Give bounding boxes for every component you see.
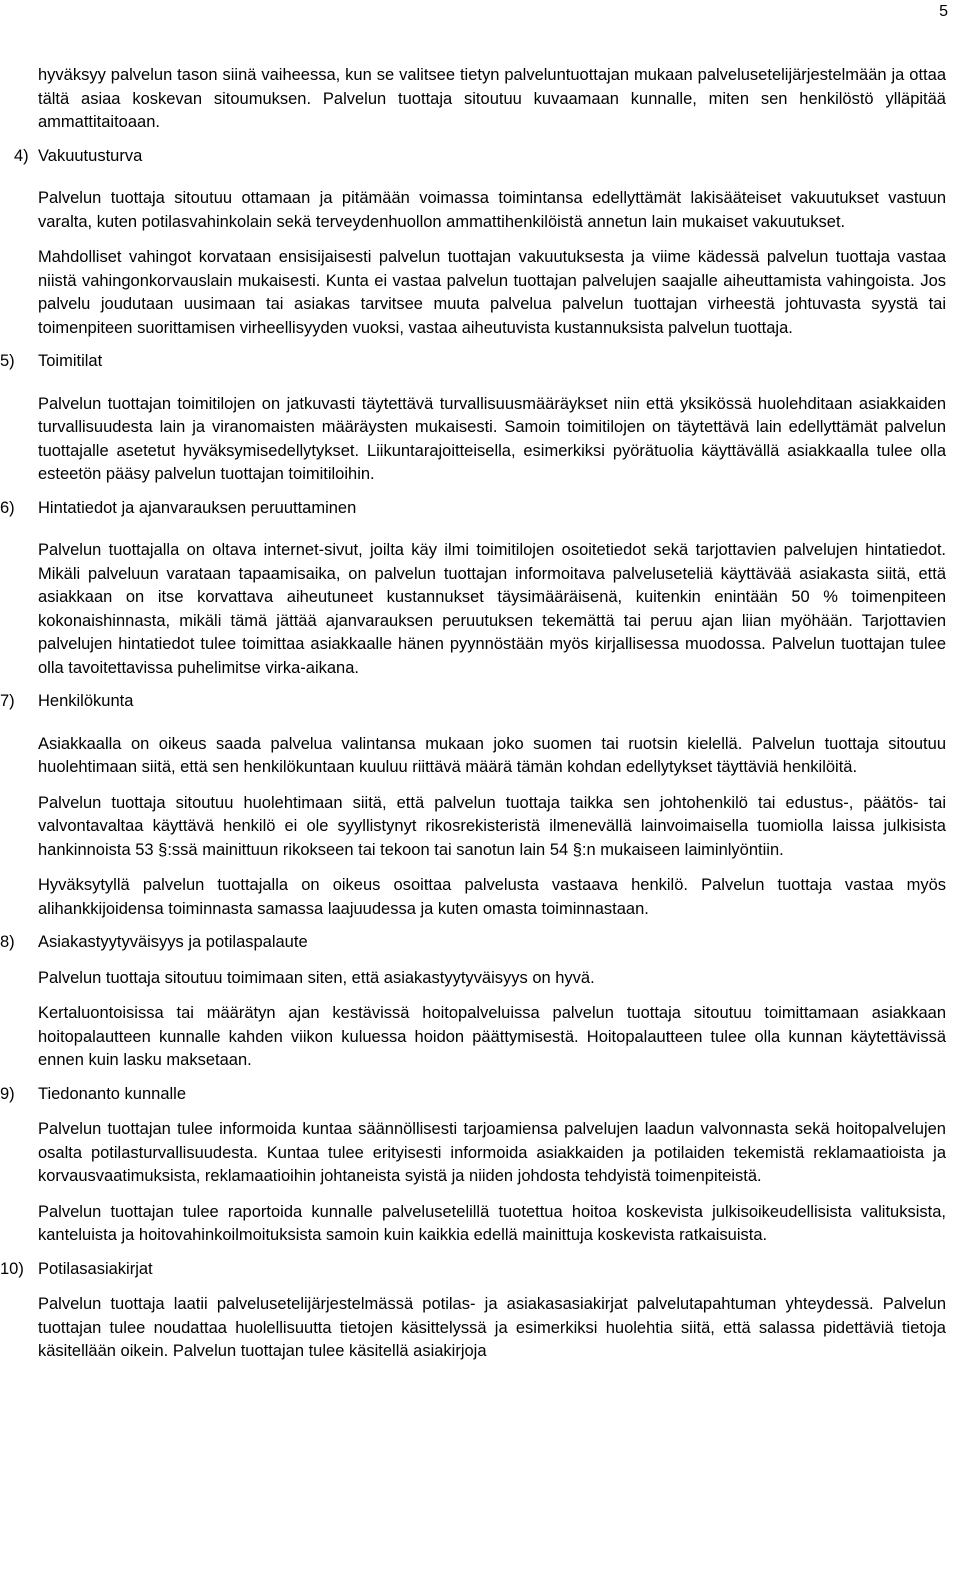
section-5 [0,350,960,487]
paragraph: Mahdolliset vahingot korvataan ensisijaisesti palvelun tuottajan vakuutuksesta ja viime kädessä palvelun tuottaja vastaa niistä vahingonkorvauslain mukaisesti. Kunta ei vastaa palvelun tuottajan palvelujen saajalle aiheuttamista vahingoista. Jos palvelu joudutaan uusimaan tai asiakas tarvitsee muuta palvelua palvelun tuottajan virheestä johtuvasta syystä tai toimenpiteen suorittamisen virheellisyyden vuoksi, vastaa aiheutuvista kustannuksista palvelun tuottaja. [38,248,946,337]
section-heading [0,497,960,521]
section-heading [0,145,960,169]
section-10 [0,1258,960,1364]
section-7 [0,690,960,921]
paragraph: Palvelun tuottaja sitoutuu ottamaan ja pitämään voimassa toimintansa edellyttämät lakisääteiset vakuutukset vastuun varalta, kuten potilasvahinkolain sekä terveydenhuollon ammattihenkilöistä annetun lain mukaiset vakuutukset. [38,189,946,231]
section-number: 8) [0,933,15,951]
section-8 [0,931,960,1073]
paragraph: Palvelun tuottaja laatii palvelusetelijärjestelmässä potilas- ja asiakasasiakirjat palvelutapahtuman yhteydessä. Palvelun tuottajan tulee noudattaa huolellisuutta tietojen käsittelyssä ja esimerkiksi huolehtia siitä, että salassa pidettäviä tietoja käsitellään oikein. Palvelun tuottajan tulee käsitellä asiakirjoja [38,1295,946,1360]
paragraph: Palvelun tuottaja sitoutuu toimimaan siten, että asiakastyytyväisyys on hyvä. [38,968,595,987]
section-number: 5) [0,352,15,370]
section-title: Toimitilat [38,352,103,370]
section-heading [0,350,960,374]
section-title: Potilasasiakirjat [38,1259,153,1278]
section-number: 6) [0,498,15,517]
paragraph: Palvelun tuottajan toimitilojen on jatkuvasti täytettävä turvallisuusmääräykset niin että yksikössä huolehditaan asiakkaiden turvallisuudesta lain ja viranomaisten määräysten mukaisesti. Samoin toimitilojen on täytettävä lain edellyttämät palvelun tuottajalle asetetut hyväksymisedellytykset. Liikuntarajoitteisella, esimerkiksi pyörätuolia käyttävällä asiakkaalla tulee olla esteetön pääsy palvelun tuottajan toimitiloihin. [38,394,946,483]
section-title: Henkilökunta [38,692,134,710]
paragraph: Palvelun tuottajalla on oltava internet-sivut, joilta käy ilmi toimitilojen osoitetiedot sekä tarjottavien palvelujen hintatiedot. Mikäli palveluun varataan tapaamisaika, on palvelun tuottajan informoitava palveluseteliä käyttävää asiakasta siitä, että asiakkaan on itse korvattava aiheutuneet kustannukset täysimääräisenä, kuitenkin enintään 50 % toimenpiteen kokonaishinnasta, mikäli tämä jättää ajanvarauksen peruutuksen tekemättä tai peruu ajan liian myöhään. Tarjottavien palvelujen hintatiedot tulee toimittaa asiakkaalle hänen pyynnöstään myös kirjallisessa muodossa. Palvelun tuottajan tulee olla tavoitettavissa puhelimitse virka-aikana. [38,541,946,677]
paragraph: Hyväksytyllä palvelun tuottajalla on oikeus osoittaa palvelusta vastaava henkilö. Palvelun tuottaja vastaa myös alihankkijoidensa toiminnasta samassa laajuudessa ja kuten omasta toiminnastaan. [38,876,946,918]
section-4 [0,145,960,341]
section-6 [0,497,960,681]
section-number: 7) [0,692,15,710]
section-title: Vakuutusturva [38,146,143,165]
section-heading [0,1083,960,1107]
section-number: 10) [0,1259,24,1278]
paragraph: Palvelun tuottaja sitoutuu huolehtimaan siitä, että palvelun tuottaja taikka sen johtohenkilö tai edustus-, päätös- tai valvontavaltaa käyttävä henkilö ei ole syyllistynyt rikosrekisteristä ilmenevällä lainvoimaisella tuomiolla laissa julkisista hankinnoista 53 §:ssä mainittuun rikokseen tai tekoon tai sanotun lain 54 §:n mukaiseen laiminlyöntiin. [38,793,946,859]
section-title: Asiakastyytyväisyys ja potilaspalaute [38,933,308,951]
intro-paragraph: hyväksyy palvelun tason siinä vaiheessa, kun se valitsee tietyn palveluntuottajan mukaan palvelusetelijärjestelmään ja ottaa tältä asiaa koskevan sitoumuksen. Palvelun tuottaja sitoutuu kuvaamaan kunnalle, miten sen henkilöstö ylläpitää ammattitaitoaan. [38,66,946,131]
section-number: 4) [14,146,29,165]
section-title: Tiedonanto kunnalle [38,1084,187,1103]
section-9 [0,1083,960,1248]
document-body [0,64,960,1364]
section-heading [0,931,960,955]
paragraph: Palvelun tuottajan tulee raportoida kunnalle palvelusetelillä tuotettua hoitoa koskevista julkisoikeudellisista valituksista, kanteluista ja hoitovahinkoilmoituksista samoin kuin kaikkia edellä mainittuja koskevista ratkaisuista. [38,1202,946,1244]
paragraph: Palvelun tuottajan tulee informoida kuntaa säännöllisesti tarjoamiensa palvelujen laadun valvonnasta sekä hoitopalvelujen osalta potilasturvallisuudesta. Kuntaa tulee erityisesti informoida asiakkaiden ja potilaiden tekemistä reklamaatioista ja korvausvaatimuksista, reklamaatioihin johtaneista syistä ja niiden johdosta tehdyistä toimenpiteistä. [38,1120,946,1185]
page-number: 5 [939,3,948,20]
section-heading [0,690,960,714]
paragraph: Asiakkaalla on oikeus saada palvelua valintansa mukaan joko suomen tai ruotsin kielellä. Palvelun tuottaja sitoutuu huolehtimaan siitä, että sen henkilökuntaan kuuluu riittävä määrä tämän kohdan edellytykset täyttäviä henkilöitä. [38,734,946,776]
paragraph: Kertaluontoisissa tai määrätyn ajan kestävissä hoitopalveluissa palvelun tuottaja sitoutuu toimittamaan asiakkaan hoitopalautteen kunnalle kahden viikon kuluessa hoidon päättymisestä. Hoitopalautteen tulee olla kunnan käytettävissä ennen kuin lasku maksetaan. [38,1004,946,1069]
section-number: 9) [0,1084,15,1103]
section-title: Hintatiedot ja ajanvarauksen peruuttaminen [38,498,357,517]
section-heading [0,1258,960,1282]
